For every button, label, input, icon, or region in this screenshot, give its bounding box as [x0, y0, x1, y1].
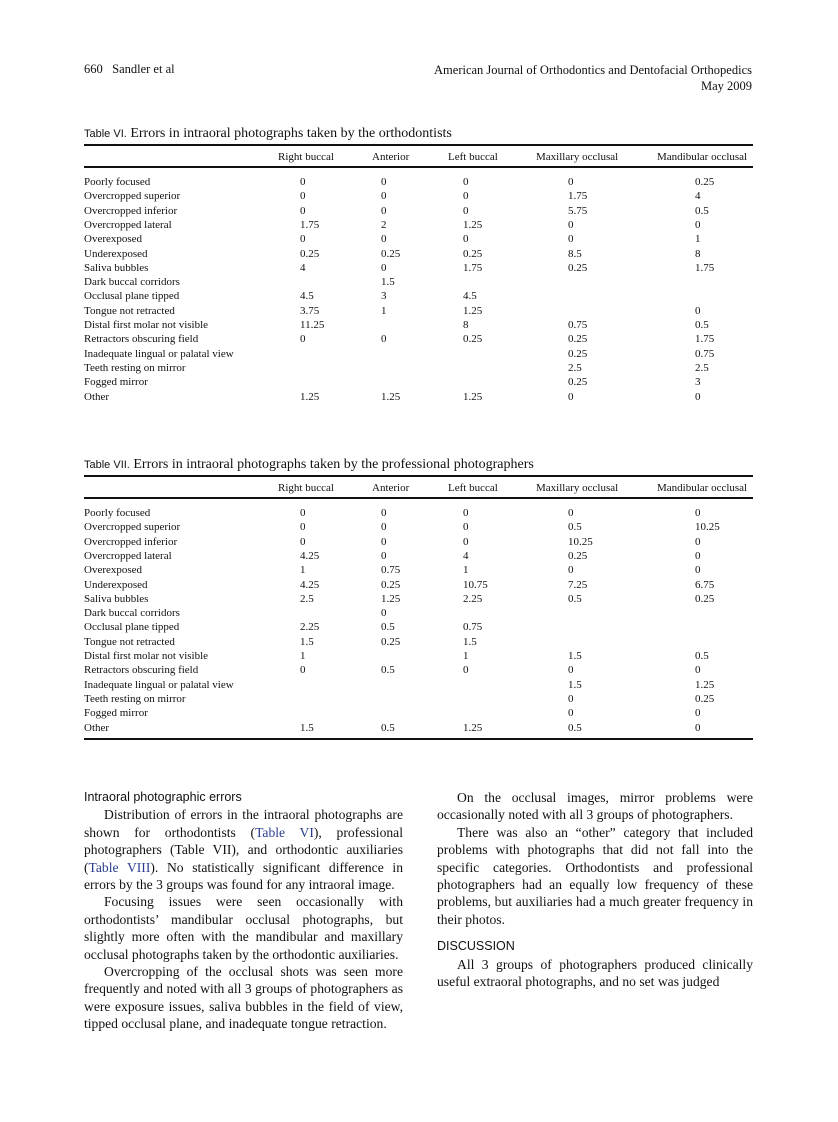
row-label: Distal first molar not visible: [84, 650, 209, 662]
page-number: 660: [84, 62, 103, 76]
paragraph: Distribution of errors in the intraoral photographs are shown for orthodontists (Table VI), professional photographers (Table VII), and orthodontic auxiliaries (Table VIII). No statistically significant difference in errors by the 3 groups was found for any intraoral image.: [84, 807, 403, 893]
table-cell: 0: [300, 190, 306, 203]
table-row: [84, 219, 753, 233]
table-cell: 4: [695, 190, 701, 203]
table-cell: 0.75: [463, 621, 483, 634]
top-rule: [84, 144, 753, 146]
row-label: Inadequate lingual or palatal view: [84, 347, 234, 360]
table-cell: 0: [568, 664, 574, 677]
table-cell: 1.75: [695, 261, 715, 274]
column-header: Mandibular occlusal: [657, 151, 748, 163]
table-row: [84, 650, 753, 664]
table-cell: 0: [568, 564, 574, 577]
row-label: Overcropped inferior: [84, 535, 178, 548]
table-cell: 1.25: [463, 721, 483, 734]
table-cell: 0: [695, 549, 701, 562]
table-cell: 0: [463, 535, 469, 548]
table-cell: 1.75: [568, 190, 588, 203]
table-cell: 0: [381, 204, 387, 217]
table-cell: 0: [300, 333, 306, 346]
issue-date: May 2009: [700, 79, 752, 93]
table-cell: 0: [463, 176, 469, 188]
table-row: [84, 262, 753, 276]
table-cell: 0: [463, 190, 469, 203]
table-cell: 2.25: [463, 592, 483, 605]
row-label: Distal first molar not visible: [84, 319, 209, 331]
table-cell: 0: [300, 233, 306, 246]
table-cell: 2.5: [300, 592, 314, 605]
table-cell: 1.25: [300, 390, 320, 403]
table-cell: 0: [568, 390, 574, 403]
table-cell: 0: [300, 535, 306, 548]
row-label: Occlusal plane tipped: [84, 621, 180, 634]
table-cell: 0: [695, 390, 701, 403]
table-cell: 1: [463, 650, 469, 662]
table-cell: 1.25: [463, 218, 483, 231]
paragraph: There was also an “other” category that included problems with photographs that did not fall into the specific categories. Orthodontists and professional photographers had an equally low frequency of these problems, but auxiliaries had a much greater frequency in their photos.: [437, 824, 753, 927]
column-header: Left buccal: [448, 151, 498, 163]
table-cell: 0.25: [568, 549, 588, 562]
row-label: Occlusal plane tipped: [84, 290, 180, 303]
table-cell: 0: [695, 721, 701, 734]
table-cell: 3.75: [300, 304, 320, 317]
table-cell: 0: [568, 507, 574, 519]
table-cell: 0: [381, 233, 387, 246]
table-row: [84, 536, 753, 550]
table-cell: 0: [381, 261, 387, 274]
row-label: Saliva bubbles: [84, 592, 149, 605]
table-cell: 1: [463, 564, 469, 577]
table-cell: 0.25: [568, 333, 588, 346]
table-cell: 1.5: [300, 721, 314, 734]
paragraph: All 3 groups of photographers produced clinically useful extraoral photographs, and no set was judged: [437, 956, 753, 990]
table-cell: 11.25: [300, 319, 325, 331]
row-label: Overcropped inferior: [84, 204, 178, 217]
table-cell: 3: [695, 376, 701, 389]
row-label: Overexposed: [84, 233, 143, 246]
table-cell: 1.25: [463, 304, 483, 317]
table-row: [84, 564, 753, 578]
table-cell: 0.25: [568, 261, 588, 274]
table-cell: 0.25: [381, 247, 401, 260]
top-rule: [84, 475, 753, 477]
row-label: Teeth resting on mirror: [84, 692, 186, 705]
table-cell: 2: [381, 218, 387, 231]
header-rule: [84, 497, 753, 499]
table-cell: 0: [300, 507, 306, 519]
table-cell: 0.25: [695, 592, 715, 605]
table-cell: 10.25: [568, 535, 593, 548]
table-cell: 0: [568, 233, 574, 246]
table-cell: 0.25: [568, 376, 588, 389]
table-cell: 0: [463, 233, 469, 246]
table-row: [84, 290, 753, 304]
column-header: Right buccal: [278, 482, 334, 494]
table-cell: 1.5: [381, 276, 395, 289]
table-cell: 3: [381, 290, 387, 303]
table-row: [84, 593, 753, 607]
table-cell: 0.25: [463, 333, 483, 346]
table-cell: 0: [381, 333, 387, 346]
row-label: Dark buccal corridors: [84, 607, 180, 620]
left-column: [84, 789, 403, 1033]
running-header-left: [84, 62, 175, 77]
table-cell: 0.5: [568, 721, 582, 734]
table-row: [84, 319, 753, 333]
section-heading: Intraoral photographic errors: [84, 790, 242, 804]
row-label: Overcropped lateral: [84, 218, 172, 231]
table-cell: 1.75: [463, 261, 483, 274]
journal-name: American Journal of Orthodontics and Dentofacial Orthopedics: [434, 63, 752, 77]
table-cell: 1.5: [300, 635, 314, 648]
table-cell: 0: [463, 521, 469, 534]
table-row: [84, 176, 753, 190]
row-label: Inadequate lingual or palatal view: [84, 678, 234, 691]
table-label: Table VII.: [84, 459, 130, 471]
table-row: [84, 507, 753, 521]
header-row: [84, 151, 753, 165]
table-cell: 5.75: [568, 204, 588, 217]
table-row: [84, 233, 753, 247]
table-cell: 0.25: [463, 247, 483, 260]
table-cell: 0: [381, 521, 387, 534]
table-title: Errors in intraoral photographs taken by the orthodontists: [130, 126, 452, 141]
table-cell: 6.75: [695, 578, 715, 591]
table-row: [84, 190, 753, 204]
table-cell: 0: [568, 692, 574, 705]
table-cell: 0: [463, 664, 469, 677]
table-cell: 0.75: [568, 319, 588, 331]
row-label: Teeth resting on mirror: [84, 361, 186, 374]
table-cell: 1.25: [695, 678, 715, 691]
column-header: Left buccal: [448, 482, 498, 494]
table-cell: 8: [695, 247, 701, 260]
table-row: [84, 550, 753, 564]
table-label: Table VI.: [84, 128, 127, 140]
table-row: [84, 722, 753, 736]
table-cell: 0: [381, 549, 387, 562]
table-cell: 0: [695, 304, 701, 317]
row-label: Dark buccal corridors: [84, 276, 180, 289]
table-cell: 4.25: [300, 578, 320, 591]
column-header: Mandibular occlusal: [657, 482, 748, 494]
table-cell: 0.25: [381, 635, 401, 648]
row-label: Overcropped superior: [84, 190, 181, 203]
row-label: Poorly focused: [84, 176, 151, 188]
table-cell: 0: [381, 507, 387, 519]
table-cell: 0: [695, 664, 701, 677]
row-label: Overexposed: [84, 564, 143, 577]
running-header-right: [434, 62, 752, 94]
row-label: Other: [84, 390, 110, 403]
paragraph: On the occlusal images, mirror problems were occasionally noted with all 3 groups of photographers.: [437, 790, 753, 823]
paragraph: Overcropping of the occlusal shots was seen more frequently and noted with all 3 groups of photographers as were exposure issues, saliva bubbles in the field of view, tipped occlusal plane, and inadequate tongue retraction.: [84, 964, 403, 1032]
table-row: [84, 679, 753, 693]
table-cell: 0.5: [695, 204, 709, 217]
table-caption: [84, 126, 452, 142]
table-row: [84, 607, 753, 621]
table-link[interactable]: Table VI: [255, 824, 314, 840]
table-cell: 1: [381, 304, 387, 317]
row-label: Tongue not retracted: [84, 304, 175, 317]
table-cell: 4.25: [300, 549, 320, 562]
table-cell: 1: [300, 650, 306, 662]
table-cell: 2.5: [568, 361, 582, 374]
row-label: Underexposed: [84, 247, 148, 260]
table-cell: 0.5: [568, 592, 582, 605]
table-row: [84, 707, 753, 721]
table-cell: 0: [300, 521, 306, 534]
table-cell: 10.75: [463, 578, 488, 591]
section-heading: DISCUSSION: [437, 939, 515, 954]
column-header: Anterior: [372, 482, 410, 494]
table-cell: 0: [300, 176, 306, 188]
table-row: [84, 333, 753, 347]
row-label: Retractors obscuring field: [84, 664, 199, 677]
table-cell: 0: [381, 176, 387, 188]
table-cell: 0: [695, 564, 701, 577]
row-label: Fogged mirror: [84, 707, 148, 720]
table-row: [84, 376, 753, 390]
table-cell: 2.5: [695, 361, 709, 374]
table-cell: 0: [695, 707, 701, 720]
table-cell: 0.25: [695, 176, 715, 188]
table-caption: [84, 457, 534, 473]
table-link[interactable]: Table VIII: [88, 859, 151, 875]
row-label: Overcropped lateral: [84, 549, 172, 562]
table-cell: 0: [300, 664, 306, 677]
table-cell: 0.5: [381, 621, 395, 634]
table-cell: 4: [300, 261, 306, 274]
table-cell: 1.25: [381, 592, 401, 605]
table-row: [84, 205, 753, 219]
table-row: [84, 636, 753, 650]
table-row: [84, 693, 753, 707]
table-row: [84, 521, 753, 535]
paragraph: Focusing issues were seen occasionally with orthodontists’ mandibular occlusal photographs, but slightly more often with the mandibular and maxillary occlusal photographs taken by the orthodontic auxiliaries.: [84, 894, 403, 962]
column-header: Anterior: [372, 151, 410, 163]
bottom-rule: [84, 738, 753, 740]
table-cell: 0: [381, 190, 387, 203]
table-cell: 0.5: [381, 721, 395, 734]
table-cell: 8.5: [568, 247, 582, 260]
table-cell: 8: [463, 319, 469, 331]
table-cell: 0.75: [695, 347, 715, 360]
table-cell: 0.75: [381, 564, 401, 577]
row-label: Poorly focused: [84, 507, 151, 519]
row-label: Tongue not retracted: [84, 635, 175, 648]
table-cell: 0.25: [695, 692, 715, 705]
table-cell: 1.25: [381, 390, 401, 403]
table-row: [84, 621, 753, 635]
table-row: [84, 248, 753, 262]
header-rule: [84, 166, 753, 168]
table-cell: 0: [568, 218, 574, 231]
column-header: Maxillary occlusal: [536, 151, 619, 163]
row-label: Other: [84, 721, 110, 734]
table-cell: 0: [568, 707, 574, 720]
table-cell: 4.5: [300, 290, 314, 303]
row-label: Saliva bubbles: [84, 261, 149, 274]
column-header: Right buccal: [278, 151, 334, 163]
table-cell: 0: [381, 535, 387, 548]
table-cell: 0.25: [381, 578, 401, 591]
table-cell: 0: [463, 507, 469, 519]
table-cell: 0: [463, 204, 469, 217]
table-cell: 1.75: [300, 218, 320, 231]
table-cell: 2.25: [300, 621, 320, 634]
table-cell: 0: [568, 176, 574, 188]
table-cell: 1: [695, 233, 701, 246]
table-cell: 1.75: [695, 333, 715, 346]
table-cell: 0: [695, 218, 701, 231]
right-column: [437, 789, 753, 990]
authors: Sandler et al: [112, 62, 175, 76]
table-cell: 0: [695, 535, 701, 548]
row-label: Underexposed: [84, 578, 148, 591]
table-cell: 0.5: [695, 650, 709, 662]
table-row: [84, 305, 753, 319]
table-cell: 0.5: [568, 521, 582, 534]
table-row: [84, 391, 753, 405]
table-cell: 1: [300, 564, 306, 577]
table-cell: 0.5: [695, 319, 709, 331]
table-row: [84, 276, 753, 290]
table-row: [84, 362, 753, 376]
table-cell: 1.5: [568, 650, 582, 662]
table-cell: 1.5: [568, 678, 582, 691]
table-cell: 0.25: [568, 347, 588, 360]
table-cell: 4.5: [463, 290, 477, 303]
table-cell: 1.25: [463, 390, 483, 403]
table-cell: 7.25: [568, 578, 588, 591]
table-row: [84, 348, 753, 362]
row-label: Retractors obscuring field: [84, 333, 199, 346]
table-row: [84, 579, 753, 593]
table-cell: 0: [300, 204, 306, 217]
column-header: Maxillary occlusal: [536, 482, 619, 494]
header-row: [84, 482, 753, 496]
table-row: [84, 664, 753, 678]
table-title: Errors in intraoral photographs taken by the professional photographers: [133, 457, 534, 472]
table-cell: 1.5: [463, 635, 477, 648]
table-cell: 0: [695, 507, 701, 519]
table-cell: 0.5: [381, 664, 395, 677]
row-label: Fogged mirror: [84, 376, 148, 389]
table-cell: 10.25: [695, 521, 720, 534]
row-label: Overcropped superior: [84, 521, 181, 534]
table-cell: 0.25: [300, 247, 320, 260]
table-cell: 0: [381, 607, 387, 620]
table-cell: 4: [463, 549, 469, 562]
